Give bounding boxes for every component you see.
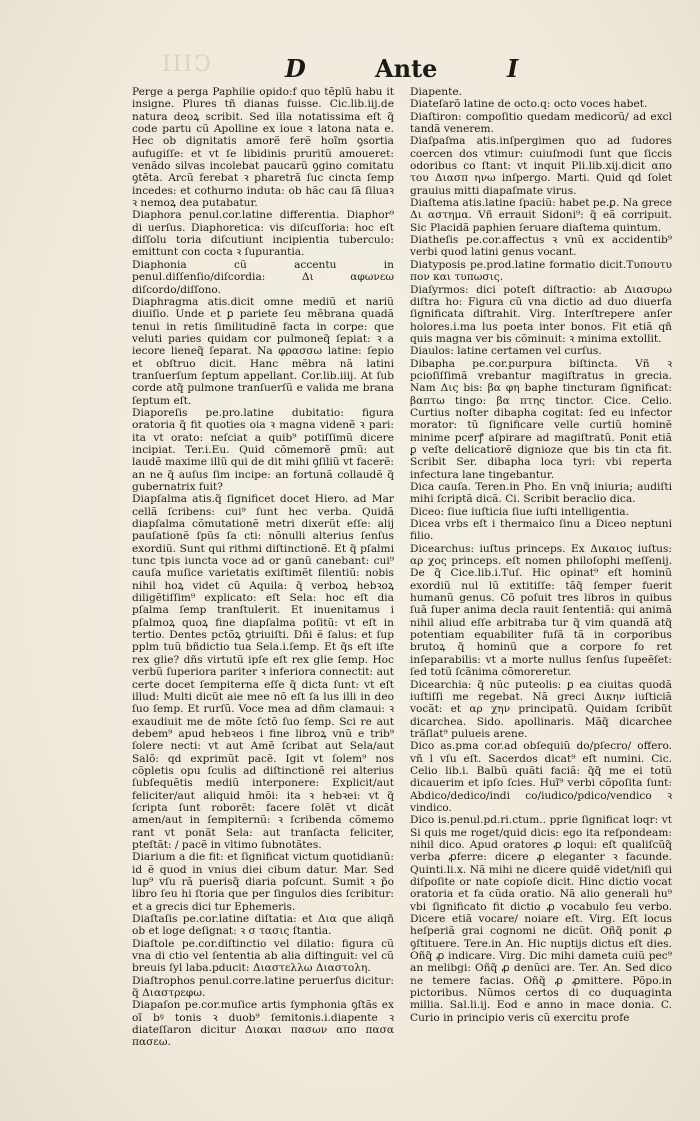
entry-diastasis: Diaſtaſis pe.cor.latine diſtatia: et Δια que aliqñ ob et loge deſignat: ꝛ σ τασις ſtantia.: [132, 913, 394, 938]
entry-dico-is: Dico is.penul.pd.ri.ctum.. pprie ſignificat loqr: vt Si quis me roget/quid dicis: ego ita reſpondeam: nihil dico. Apud oratores ꝓ loqui: eſt qualiſcũq̃ verba ꝓferre: dicere ꝓ eleganter ꝛ facunde. Quinti.li.x. Nã mihi ne dicere quidẽ videt/niſi qui diſpoſite or nate copioſe dicit. Hinc dictio vocat oratoria et fa cũda oratio. Nã alio generali hu⁹ vbi ſignificato fit dictio ꝓ vocabulo ſeu verbo. Dicere etiã vocare/ noiare eſt. Virg. Eſt locus heſperiã grai cognomi ne dicũt. Oñq̃ ponit ꝓ ꝯſtituere. Tere.in An. Hic nuptijs dictus eſt dies. Oñq̃ ꝓ indicare. Virg. Dic mihi dameta cuiũ pec⁹ an melibgi: Oñq̃ ꝓ denũci are. Ter. An. Sed dico ne temere facias. Oñq̃ ꝓ ꝓmittere. Põpo.in pictoribus. Nũmos certos di co duquaginta millia. Sal.li.ij. Eod e anno in mace donia. C. Curio in principio veris cũ exercitu profe: [410, 814, 672, 1024]
running-head-right-initial: I: [507, 54, 519, 83]
entry-diapsalma: Diapſalma atis.q̃ ſignificet docet Hiero. ad Mar cellã ſcribens: cui⁹ ſunt hec verba. Quidã diapſalma cõmutationẽ metri dixerũt eſſe: alij pauſationẽ ſpũs ſa cti: nõnulli alterius ſenſus exordiũ. Sunt qui rithmi diſtinctionẽ. Et q̃ pſalmi tunc tpis iuncta voce ad or ganũ canebant: cui⁹ cauſa muſice varietatis exiſtimẽt ſilentiũ: nobis nihil hoꝝ videt cũ Aquila: q̃ verboꝝ hebꝛoꝝ diligẽtiſſim⁹ explicato: eſt Sela: hoc eſt dia pſalma ſemp tranſtulerit. Et inuenitamus i pſalmoꝝ quoꝝ fine diapſalma poſitũ: vt eſt in tertio. Dentes pctõꝝ ꝯtriuiſti. Dñi ẽ ſalus: et ſup pplm tuũ bñdictio tua Sela.i.ſemp. Et q̃s eſt iſte rex glie? dñs virtutũ ipſe eſt rex glie ſemp. Hoc verbũ ſuperiora pariter ꝛ inferiora connectit: aut certe docet ſempiterna eſſe q̃ dicta ſunt: vt eſt illud: Multi dicũt aie mee nõ eſt ſa lus illi in deo ſuo ſemp. Et rurſũ. Voce mea ad dñm clamaui: ꝛ exaudiuit me de mõte ſctõ ſuo ſemp. Sci re aut debem⁹ apud hebꝛeos i fine libroꝝ vnũ e trib⁹ ſolere necti: vt aut Amẽ ſcribat aut Sela/aut Salõ: qd exprimũt pacẽ. Igit vt ſolem⁹ nos cõpletis opu ſculis ad diſtinctionẽ rei alterius ſubſequẽtis mediũ interponere: Explicit/aut feliciter/aut aliquid hmõi: ita ꝛ hebꝛei: vt q̃ ſcripta ſunt roborẽt: facere ſolẽt vt dicãt amen/aut in ſempiternũ: ꝛ ſcribenda cõmemo rant vt ponãt Sela: aut tranſacta feliciter, pteſtãt: / pacẽ in vltimo ſubnotãtes.: [132, 493, 394, 851]
left-column: [132, 86, 394, 1049]
entry-diaulos: Diaulos: latine certamen vel curſus.: [410, 345, 602, 358]
entry-dicearchia: Dicearchia: q̃ nũc puteolis: ꝑ ea ciuitas quodã iuſtiſſi me regebat. Nã greci Δικην iuſticiã vocãt: et αρ χην principatũ. Quidam ſcribũt dicarchea. Sido. apollinaris. Mãq̃ dicarchee trãſlat⁹ pulueis arene.: [410, 678, 672, 740]
entry-diatyposis: Diatyposis pe.prod.latine formatio dicit.Τυπουτυ πον και τυπωσις.: [410, 258, 672, 284]
entry-diathesis: Diatheſis pe.cor.affectus ꝛ vnũ ex accidentib⁹ verbi quod latini genus vocant.: [410, 234, 672, 259]
entry-dico-as: Dico as.pma cor.ad obſequiũ do/pſecro/ offero. vñ l vſu eſt. Sacerdos dicat⁹ eſt numini. Cic. Celio lib.i. Balbũ quãti faciã: q̃q̃ me ei totũ dicauerim et ipſo ſcies. Huĩ⁹ verbi cõpoſita ſunt: Abdico/dedico/indi co/iudico/pdico/vendico ꝛ vindico.: [410, 740, 672, 814]
entry-dibapha: Dibapha pe.cor.purpura biſtincta. Vñ ꝛ pcioſiſſimã vrebantur magiſtratus in grecia. Nam Δις bis: βα φη baphe tincturam ſignificat: βαπτω tingo: βα πτης tinctor. Cice. Celio. Curtius noſter dibapha cogitat: ſed eu infector morator: tũ ſignificare velle curtiũ hominẽ minime pcerꝭ aſpirare ad magiſtratũ. Ponit etiã ꝑ veſte delicatiorẽ dignioze que bis tin cta fit. Scribit Ser. dibapha loca tyri: vbi reperta infectura lane tingebantur.: [410, 357, 672, 481]
entry-diasyrmos: Diaſyrmos: dici poteſt diſtractio: ab Διασυρω diſtra ho: Figura cũ vna dictio ad duo diuerſa ſignificata diſtrahit. Virg. Interſtrepere anſer holores.i.ma lus poeta inter bonos. Fit etiã qñ quis magna ver bis cõminuit: ꝛ minima extollit.: [410, 283, 672, 345]
entry-diastrophos: Diaſtrophos penul.corre.latine peruerſus dicitur: q̃ Διαστρεφω.: [132, 974, 394, 1000]
running-head: [0, 52, 700, 86]
entry-diceo: Diceo: ſiue iuſticia ſiue iuſti intelligentia.: [410, 505, 629, 518]
entry-diastole: Diaſtole pe.cor.diſtinctio vel dilatio: figura cũ vna di ctio vel ſententia ab alia diſtinguit: vel cũ breuis ſyl laba.pducit: Διαστελλω Διαστολη.: [132, 937, 394, 975]
entry-diatesaron: Diateſarõ latine de octo.q: octo voces habet.: [410, 98, 648, 111]
entry-diarium: Diarium a die fit: et ſignificat victum quotidianũ: id ẽ quod in vnius diei cibum datur. Mar. Sed lup⁹ vſu rã puerisq̃ diaria poſcunt. Sumit ꝛ p̃o libro ſeu hi ſtoria que per ſingulos dies ſcribitur: et a grecis dici tur Ephemeris.: [132, 851, 394, 913]
entry-diaphonia: Diaphonia cũ accentu in penul.diſſenſio/diſcordia: Δι αφωνεω diſcordo/diſſono.: [132, 258, 394, 296]
entry-dicearchus: Dicearchus: iuſtus princeps. Ex Δικαιος iuſtus: αρ χος princeps. eſt nomen philoſophi meſſenij. De q̃ Cice.lib.i.Tuſ. Hic opinat⁹ eſt hominũ exordiũ nul lũ extitiſſe: tãq̃ ſemper fuerit humanũ genus. Cõ poſuit tres libros in quibus ſuã ſuper anima decla rauit ſententiã: qui animã nihil aliud eſſe arbitraba tur q̃ vim quandã atq̃ potentiam equabiliter fuſã tã in corporibus brutoꝝ q̃ hominũ que a corpore fo ret inſeparabilis: vt a morte nullus ſenſus ſupeẽſet: ſed totũ ſcãnima cõmoreretur.: [410, 542, 672, 679]
right-column: [410, 86, 672, 1024]
entry-dica: Dica cauſa. Teren.in Pho. En vnq̃ iniuria; audiſti mihi ſcriptã dicã. Ci. Scribit beraclio dica.: [410, 481, 672, 506]
entry-diaphragma: Diaphragma atis.dicit omne mediũ et nariũ diuiſio. Unde et ꝑ pariete ſeu mẽbrana quadã tenui in retis ſimilitudinẽ facta in corpe: que veluti paries quidam cor pulmoneq̃ ſepiat: ꝛ a iecore lieneq̃ ſeparat. Na φρασσω latine: ſepio et obſtruo dicit. Hanc mẽbra nã latini tranſuerſum ſeptum appellant. Cor.lib.iiij. At ſub corde atq̃ pulmone tranſuerſũ e valida me brana ſeptum eſt.: [132, 295, 394, 407]
entry-diaphora: Diaphora penul.cor.latine differentia. Diaphor⁹ di uerſus. Diaphoretica: vis diſcuſſoria: hoc eſt diſſolu toria diſcutiunt incipientia tuberculo: emittunt con cocta ꝛ ſupurantia.: [132, 209, 394, 259]
entry-diastiron: Diaſtiron: compoſitio quedam medicorũ/ ad excl tandã venerem.: [410, 110, 672, 136]
entry-diaspasma: Diaſpaſma atis.inſpergimen quo ad ſudores coercen dos vtimur: cuiuſmodi ſunt que ſiccis odoribus co ſtant: vt inquit Pli.lib.xij.dicit απο του Διασπ ηνω inſpergo. Marti. Quid qd ſolet grauius mitti diapaſmate virus.: [410, 135, 672, 197]
entry-diaporesis: Diaporeſis pe.pro.latine dubitatio: figura oratoria q̃ fit quoties oia ꝛ magna videnẽ ꝛ pari: ita vt orato: neſciat a quib⁹ potiſſimũ dicere incipiat. Ter.i.Eu. Quid cõmemorẽ ꝑmũ: aut laudẽ maxime illũ qui de dit mihi ꝯſiliũ vt facerẽ: an ne q̃ auſus ſim incipe: an fortunã collaudẽ q̃ gubernatrix fuit?: [132, 406, 394, 493]
running-head-left-initial: D: [285, 54, 306, 83]
entry-diapason: Diapaſon pe.cor.muſice artis ſymphonia ꝯſtãs ex oĩ bꝰ tonis ꝛ duob⁹ ſemitonis.i.diapente ꝛ diateſſaron dicitur Διακαι πασων απο πασα πασεω.: [132, 999, 394, 1049]
entry-dicea: Dicea vrbs eſt i thermaico ſinu a Diceo neptuni filio.: [410, 518, 672, 543]
bleed-through-text: CIII: [160, 52, 211, 77]
running-head-title: Ante: [375, 54, 438, 83]
entry-perge: Perge a perga Paphilie opido:f quo tẽplũ habu it insigne. Plures tñ dianas fuisse. Cic.lib.iij.de natura deoꝝ scribit. Sed illa notatissima eſt q̃ code partu cũ Apolline ex ioue ꝛ latona nata e. Hec ob dignitatis amorẽ ferẽ hoĩm ꝯsortia aufugiſſe: et vt ſe libidinis pruritũ amoueret: venãdo silvas incolebat paucarũ ꝯgino comitatu ꝯtẽta. Arcũ ferebat ꝛ pharetrã ſuc cincta ſemp incedes: et cothurno induta: ob hãc cau ſã ſiluaꝛ ꝛ nemoꝝ dea putabatur.: [132, 86, 394, 210]
entry-diastema: Diaſtema atis.latine ſpaciũ: habet pe.ꝑ. Na grece Δι αστημα. Vñ errauit Sidoni⁹: q̃ eã corripuit. Sic Placidã paphien ſeruare diaſtema quintum.: [410, 197, 673, 234]
entry-diapente: Diapente.: [410, 86, 462, 98]
